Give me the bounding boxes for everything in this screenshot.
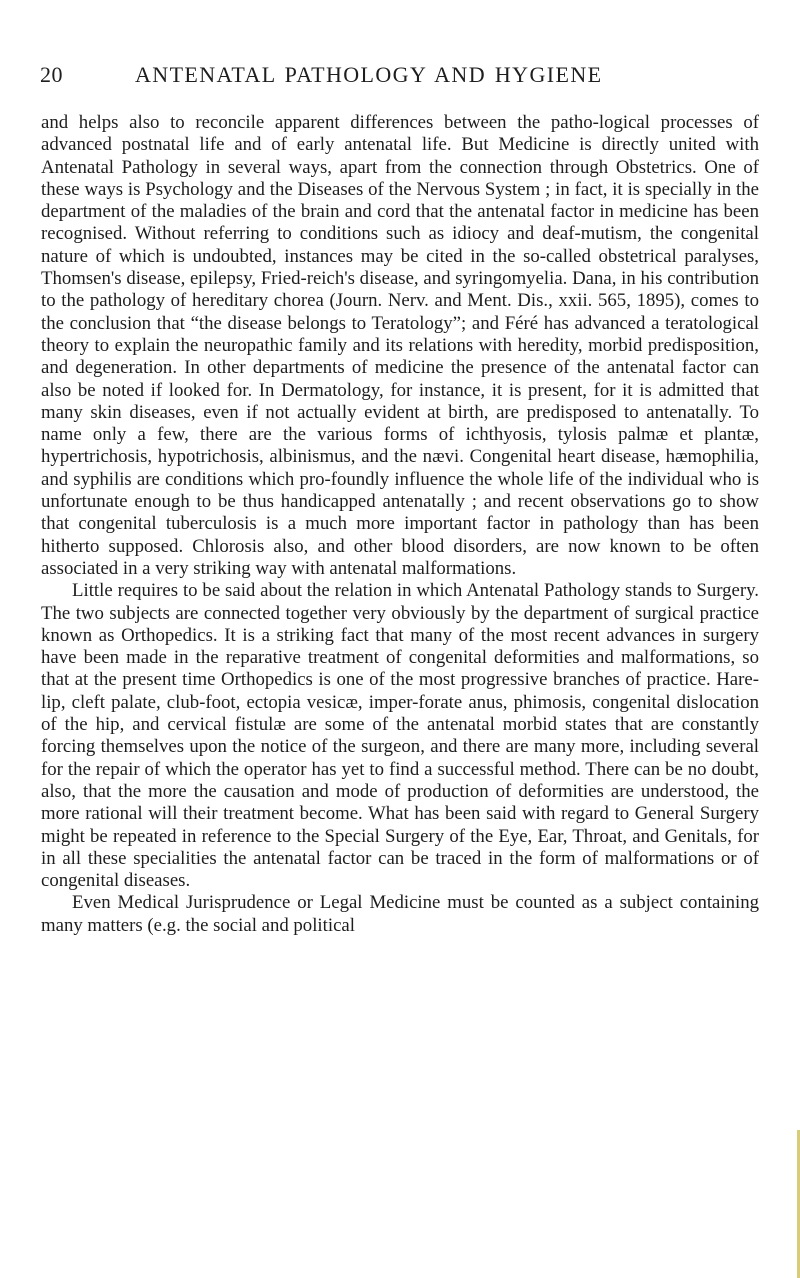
paragraph-medicine: and helps also to reconcile apparent differences between the patho-logical processes of advanced postnatal life and of early antenatal life. But Medicine is directly united with Antenatal Pathology in several ways, apart from the connection through Obstetrics. One of these ways is Psychology and the Diseases of the Nervous System ; in fact, it is specially in the department of the maladies of the brain and cord that the antenatal factor in medicine has been recognised. Without referring to conditions such as idiocy and deaf-mutism, the congenital nature of which is undoubted, instances may be cited in the so-called obstetrical paralyses, Thomsen's disease, epilepsy, Fried-reich's disease, and syringomyelia. Dana, in his contribution to the pathology of hereditary chorea (Journ. Nerv. and Ment. Dis., xxii. 565, 1895), comes to the conclusion that “the disease belongs to Teratology”; and Féré has advanced a teratological theory to explain the neuropathic family and its relations with heredity, morbid predisposition, and degeneration. In other departments of medicine the presence of the antenatal factor can also be noted if looked for. In Dermatology, for instance, it is present, for it is admitted that many skin diseases, even if not actually evident at birth, are predisposed to antenatally. To name only a few, there are the various forms of ichthyosis, tylosis palmæ et plantæ, hypertrichosis, hypotrichosis, albinismus, and the nævi. Congenital heart disease, hæmophilia, and syphilis are conditions which pro-foundly influence the whole life of the individual who is unfortunate enough to be thus handicapped antenatally ; and recent observations go to show that congenital tuberculosis is a much more important factor in pathology than has been hitherto supposed. Chlorosis also, and other blood disorders, are now known to be often associated in a very striking way with antenatal malformations.	[41, 112, 759, 579]
paragraph-jurisprudence: Even Medical Jurisprudence or Legal Medicine must be counted as a subject containing many matters (e.g. the social and political	[41, 892, 759, 936]
running-title: ANTENATAL PATHOLOGY AND HYGIENE	[135, 62, 603, 87]
page-header	[40, 62, 760, 92]
paragraph-surgery: Little requires to be said about the relation in which Antenatal Pathology stands to Surgery. The two subjects are connected together very obviously by the department of surgical practice known as Orthopedics. It is a striking fact that many of the most recent advances in surgery have been made in the reparative treatment of congenital deformities and malformations, so that at the present time Orthopedics is one of the most progressive branches of practice. Hare-lip, cleft palate, club-foot, ectopia vesicæ, imper-forate anus, phimosis, congenital dislocation of the hip, and cervical fistulæ are some of the antenatal morbid states that are constantly forcing themselves upon the notice of the surgeon, and there are many more, including several for the repair of which the operator has yet to find a successful method. There can be no doubt, also, that the more the causation and mode of production of deformities are understood, the more rational will their treatment become. What has been said with regard to General Surgery might be repeated in reference to the Special Surgery of the Eye, Ear, Throat, and Genitals, for in all these specialities the antenatal factor can be traced in the form of malformations or of congenital diseases.	[41, 580, 759, 892]
page-number: 20	[40, 62, 63, 87]
body-text	[41, 112, 759, 937]
